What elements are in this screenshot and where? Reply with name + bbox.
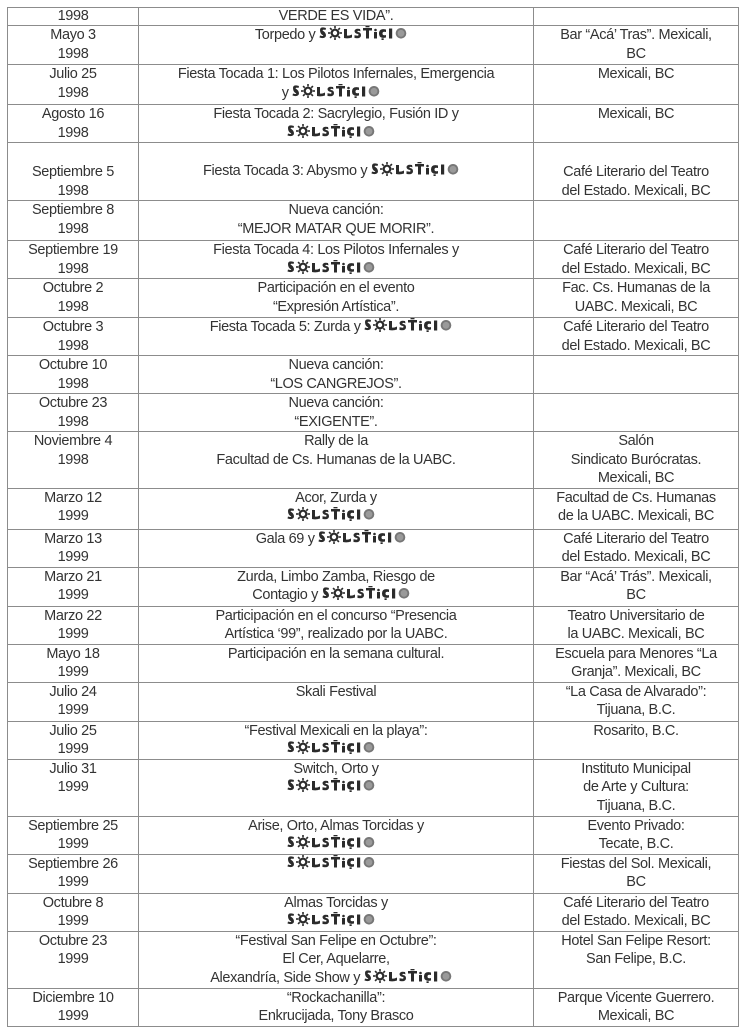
place-line: Evento Privado: [587, 817, 685, 834]
date-cell [8, 65, 139, 105]
place-line: Teatro Universitario de [567, 607, 705, 624]
event-text: Nueva canción: [288, 357, 384, 373]
table-row [8, 432, 739, 489]
event-text: Skali Festival [295, 683, 377, 700]
place-cell [534, 816, 739, 854]
date-line: Octubre 8 [42, 894, 104, 911]
solsticio-logo-icon [318, 530, 416, 544]
event-line [141, 740, 531, 759]
table-row [8, 529, 739, 567]
event-text: Participación en el evento [257, 280, 415, 296]
table-row [8, 8, 739, 26]
date-line: Marzo 21 [44, 568, 102, 585]
date-cell [8, 143, 139, 201]
place-line: Parque Vicente Guerrero. [557, 989, 715, 1006]
events-table [7, 7, 739, 1027]
event-line [141, 932, 531, 951]
table-row [8, 567, 739, 606]
place-line: del Estado. Mexicali, BC [561, 260, 711, 277]
place-line: Escuela para Menores “La [555, 645, 717, 662]
event-cell [139, 931, 534, 988]
event-text: y [281, 84, 289, 101]
date-cell [8, 241, 139, 279]
event-line [141, 835, 531, 854]
solsticio-logo-icon [287, 260, 385, 274]
place-line: del Estado. Mexicali, BC [561, 913, 711, 929]
place-line: Café Literario del Teatro [563, 894, 709, 911]
table-row [8, 606, 739, 644]
event-text: “EXIGENTE”. [294, 413, 378, 430]
event-line [141, 568, 531, 587]
event-cell [139, 721, 534, 759]
date-cell [8, 606, 139, 644]
event-text: Fiesta Tocada 1: Los Pilotos Infernales, Emergencia [177, 66, 495, 82]
place-line: Tijuana, B.C. [596, 797, 676, 814]
place-line: BC [626, 874, 646, 890]
place-line: Granja”. Mexicali, BC [571, 664, 701, 680]
table-row [8, 241, 739, 279]
place-line: Mexicali, BC [597, 66, 675, 82]
event-line [141, 969, 531, 988]
date-line: 1999 [57, 549, 89, 565]
event-text: Fiesta Tocada 2: Sacrylegio, Fusión ID y [213, 106, 459, 122]
place-line: del Estado. Mexicali, BC [561, 182, 711, 199]
date-cell [8, 356, 139, 394]
event-line [141, 279, 531, 298]
solsticio-logo-icon [287, 835, 385, 849]
table-row [8, 644, 739, 682]
date-line: 1998 [57, 220, 89, 237]
event-cell [139, 105, 534, 143]
solsticio-logo-icon [319, 26, 417, 40]
event-text: “Festival Mexicali en la playa”: [244, 722, 428, 739]
event-cell [139, 65, 534, 105]
event-text: Nueva canción: [288, 202, 384, 218]
solsticio-logo-icon [287, 912, 385, 926]
place-line: de Arte y Cultura: [583, 779, 689, 795]
event-line [141, 105, 531, 124]
date-line: 1998 [57, 413, 89, 430]
date-line: 1999 [57, 1008, 89, 1024]
table-row [8, 65, 739, 105]
place-line: de la UABC. Mexicali, BC [558, 508, 714, 524]
event-text: “LOS CANGREJOS”. [270, 375, 402, 392]
event-cell [139, 567, 534, 606]
place-line: Salón [618, 433, 654, 449]
event-cell [139, 893, 534, 931]
date-line: 1998 [57, 260, 89, 277]
date-cell [8, 488, 139, 529]
place-line: Mexicali, BC [597, 106, 675, 122]
date-cell [8, 8, 139, 26]
event-cell [139, 279, 534, 318]
date-line: Octubre 2 [42, 280, 104, 296]
event-line [141, 683, 531, 702]
table-row [8, 26, 739, 65]
date-line: 1998 [57, 451, 89, 468]
event-line [141, 356, 531, 375]
table-row [8, 394, 739, 432]
date-line: Marzo 22 [44, 607, 102, 624]
event-line [141, 912, 531, 931]
event-line [141, 432, 531, 451]
event-text: Torpedo y [254, 27, 316, 43]
place-cell [534, 854, 739, 893]
event-cell [139, 488, 534, 529]
place-line: del Estado. Mexicali, BC [561, 337, 711, 354]
date-line: Marzo 13 [44, 530, 102, 547]
place-cell [534, 567, 739, 606]
event-line [141, 260, 531, 279]
place-line: BC [626, 587, 646, 603]
place-line: Instituto Municipal [581, 760, 691, 777]
event-line [141, 201, 531, 220]
place-cell [534, 893, 739, 931]
date-line: Septiembre 8 [31, 202, 115, 218]
event-line [141, 894, 531, 913]
event-text: Facultad de Cs. Humanas de la UABC. [216, 451, 456, 468]
date-line: Mayo 3 [50, 27, 96, 43]
solsticio-logo-icon [371, 162, 469, 176]
place-cell [534, 488, 739, 529]
date-cell [8, 893, 139, 931]
table-row [8, 988, 739, 1026]
event-text: El Cer, Aquelarre, [282, 951, 390, 967]
event-text: Acor, Zurda y [295, 489, 377, 506]
event-line [141, 162, 531, 181]
event-cell [139, 988, 534, 1026]
date-cell [8, 318, 139, 356]
event-line [141, 451, 531, 470]
place-cell [534, 682, 739, 721]
table-row [8, 759, 739, 816]
place-cell [534, 143, 739, 201]
place-line: Bar “Acá’ Trás”. Mexicali, [560, 568, 712, 585]
event-line [141, 530, 531, 549]
event-cell [139, 816, 534, 854]
event-text: VERDE ES VIDA”. [278, 8, 394, 24]
table-row [8, 893, 739, 931]
event-line [141, 124, 531, 143]
place-cell [534, 8, 739, 26]
table-row [8, 318, 739, 356]
place-line: “La Casa de Alvarado”: [565, 683, 707, 700]
place-cell [534, 105, 739, 143]
place-line: Rosarito, B.C. [593, 722, 679, 739]
date-line: 1998 [57, 45, 89, 62]
table-row [8, 143, 739, 201]
date-line: 1999 [57, 508, 89, 524]
place-cell [534, 721, 739, 759]
date-line: Septiembre 25 [28, 817, 118, 834]
event-line [141, 84, 531, 103]
event-line [141, 586, 531, 605]
date-line: Julio 31 [49, 760, 97, 777]
place-cell [534, 65, 739, 105]
place-line: Fac. Cs. Humanas de la [562, 280, 710, 296]
date-line: Julio 24 [49, 683, 97, 700]
event-text: “MEJOR MATAR QUE MORIR”. [237, 220, 435, 237]
table-row [8, 931, 739, 988]
date-line: 1998 [57, 8, 89, 24]
event-cell [139, 26, 534, 65]
date-line: Julio 25 [49, 722, 97, 739]
event-line [141, 26, 531, 45]
event-text: Fiesta Tocada 4: Los Pilotos Infernales y [213, 242, 459, 258]
table-row [8, 488, 739, 529]
place-cell [534, 26, 739, 65]
event-text: Nueva canción: [288, 395, 384, 411]
date-line: 1998 [57, 182, 89, 199]
event-text: Gala 69 y [255, 530, 315, 547]
event-cell [139, 606, 534, 644]
event-cell [139, 682, 534, 721]
event-text: “Expresión Artística”. [272, 298, 400, 315]
date-line: Octubre 3 [42, 319, 104, 335]
event-cell [139, 854, 534, 893]
event-line [141, 298, 531, 317]
place-cell [534, 644, 739, 682]
place-line: Café Literario del Teatro [563, 164, 709, 180]
place-line: Sindicato Burócratas. [570, 451, 702, 468]
place-cell [534, 988, 739, 1026]
solsticio-logo-icon [287, 124, 385, 138]
date-line: Mayo 18 [46, 645, 100, 662]
event-line [141, 489, 531, 508]
date-line: Noviembre 4 [33, 433, 113, 449]
solsticio-logo-icon [364, 318, 462, 332]
event-cell [139, 432, 534, 489]
event-cell [139, 318, 534, 356]
place-line: Tijuana, B.C. [596, 702, 676, 718]
solsticio-logo-icon [364, 969, 462, 983]
event-line [141, 989, 531, 1008]
solsticio-logo-icon [287, 778, 385, 792]
date-line: 1999 [57, 626, 89, 642]
date-cell [8, 394, 139, 432]
event-cell [139, 201, 534, 241]
date-line: Septiembre 26 [28, 855, 118, 872]
date-line: Julio 25 [49, 66, 97, 82]
event-cell [139, 241, 534, 279]
date-line: 1998 [57, 337, 89, 354]
date-cell [8, 279, 139, 318]
date-cell [8, 432, 139, 489]
event-line [141, 394, 531, 413]
date-cell [8, 988, 139, 1026]
place-line: Bar “Acá’ Tras”. Mexicali, [560, 27, 712, 43]
date-cell [8, 682, 139, 721]
date-line: Octubre 10 [38, 357, 108, 373]
event-line [141, 645, 531, 664]
event-line [141, 241, 531, 260]
date-line: Septiembre 19 [28, 242, 118, 258]
date-line: 1998 [57, 124, 89, 141]
date-line: 1999 [57, 836, 89, 852]
event-cell [139, 143, 534, 201]
date-line: Octubre 23 [38, 932, 108, 949]
date-cell [8, 721, 139, 759]
event-cell [139, 394, 534, 432]
place-cell [534, 241, 739, 279]
event-text: Fiesta Tocada 5: Zurda y [209, 319, 361, 335]
table-row [8, 356, 739, 394]
event-line [141, 950, 531, 969]
place-cell [534, 318, 739, 356]
event-line [141, 65, 531, 84]
event-line [141, 625, 531, 644]
date-cell [8, 931, 139, 988]
event-line [141, 778, 531, 797]
date-line: 1999 [57, 874, 89, 890]
date-line: 1998 [57, 375, 89, 392]
event-cell [139, 644, 534, 682]
place-cell [534, 394, 739, 432]
event-text: “Festival San Felipe en Octubre”: [235, 932, 437, 949]
event-text: Fiesta Tocada 3: Abysmo y [203, 163, 368, 180]
event-cell [139, 356, 534, 394]
event-cell [139, 529, 534, 567]
place-line: UABC. Mexicali, BC [574, 298, 698, 315]
table-row [8, 854, 739, 893]
date-line: 1999 [57, 951, 89, 967]
place-line: del Estado. Mexicali, BC [561, 549, 711, 565]
event-line [141, 1007, 531, 1026]
event-text: Enkrucijada, Tony Brasco [258, 1008, 414, 1024]
place-cell [534, 931, 739, 988]
date-cell [8, 644, 139, 682]
place-cell [534, 529, 739, 567]
place-line: San Felipe, B.C. [586, 951, 686, 967]
event-text: Almas Torcidas y [284, 894, 388, 911]
event-cell [139, 8, 534, 26]
event-line [141, 8, 531, 24]
place-cell [534, 606, 739, 644]
event-line [141, 817, 531, 836]
event-cell [139, 759, 534, 816]
date-cell [8, 567, 139, 606]
solsticio-logo-icon [322, 586, 420, 600]
event-line [141, 413, 531, 432]
events-table-body [8, 8, 739, 1027]
event-line [141, 220, 531, 239]
date-line: 1999 [57, 779, 89, 795]
event-text: Alexandría, Side Show y [210, 969, 361, 986]
place-line: Café Literario del Teatro [563, 242, 709, 258]
event-text: Arise, Orto, Almas Torcidas y [248, 817, 424, 834]
event-text: Rally de la [304, 433, 368, 449]
date-line: 1999 [57, 741, 89, 757]
event-line [141, 855, 531, 874]
event-line [141, 722, 531, 741]
event-text: Participación en el concurso “Presencia [215, 607, 457, 624]
place-cell [534, 356, 739, 394]
event-line [141, 375, 531, 394]
date-line: 1999 [57, 587, 89, 603]
event-text: Artística ‘99”, realizado por la UABC. [224, 626, 448, 642]
table-row [8, 721, 739, 759]
place-line: Tecate, B.C. [598, 836, 674, 852]
date-cell [8, 105, 139, 143]
table-row [8, 816, 739, 854]
solsticio-logo-icon [287, 740, 385, 754]
date-cell [8, 26, 139, 65]
solsticio-logo-icon [292, 84, 390, 98]
solsticio-logo-icon [287, 507, 385, 521]
place-line: Mexicali, BC [597, 1008, 675, 1024]
table-row [8, 682, 739, 721]
table-row [8, 201, 739, 241]
date-line: Diciembre 10 [32, 989, 114, 1006]
place-cell [534, 432, 739, 489]
place-cell [534, 279, 739, 318]
place-line: Café Literario del Teatro [563, 530, 709, 547]
date-line: Octubre 23 [38, 395, 108, 411]
date-line: Marzo 12 [44, 489, 102, 506]
table-row [8, 279, 739, 318]
date-line: 1999 [57, 664, 89, 680]
place-cell [534, 759, 739, 816]
place-line: la UABC. Mexicali, BC [567, 626, 705, 642]
solsticio-logo-icon [287, 855, 385, 869]
event-text: Switch, Orto y [293, 760, 379, 777]
place-line: Mexicali, BC [597, 470, 675, 486]
event-line [141, 607, 531, 626]
event-text: Zurda, Limbo Zamba, Riesgo de [237, 568, 435, 585]
place-line: Facultad de Cs. Humanas [556, 489, 716, 506]
date-line: Agosto 16 [41, 106, 105, 122]
event-line [141, 318, 531, 337]
event-line [141, 507, 531, 526]
date-line: Septiembre 5 [31, 164, 115, 180]
event-text: Contagio y [252, 587, 319, 603]
date-cell [8, 201, 139, 241]
date-cell [8, 759, 139, 816]
place-cell [534, 201, 739, 241]
event-text: Participación en la semana cultural. [227, 645, 445, 662]
date-cell [8, 854, 139, 893]
event-line [141, 760, 531, 779]
date-line: 1998 [57, 298, 89, 315]
table-row [8, 105, 739, 143]
place-line: Café Literario del Teatro [563, 319, 709, 335]
date-line: 1999 [57, 913, 89, 929]
place-line: BC [626, 45, 646, 62]
event-text: “Rockachanilla”: [286, 989, 386, 1006]
date-line: 1999 [57, 702, 89, 718]
place-line: Fiestas del Sol. Mexicali, [560, 855, 712, 872]
date-line: 1998 [57, 84, 89, 101]
date-cell [8, 816, 139, 854]
place-line: Hotel San Felipe Resort: [561, 932, 711, 949]
date-cell [8, 529, 139, 567]
